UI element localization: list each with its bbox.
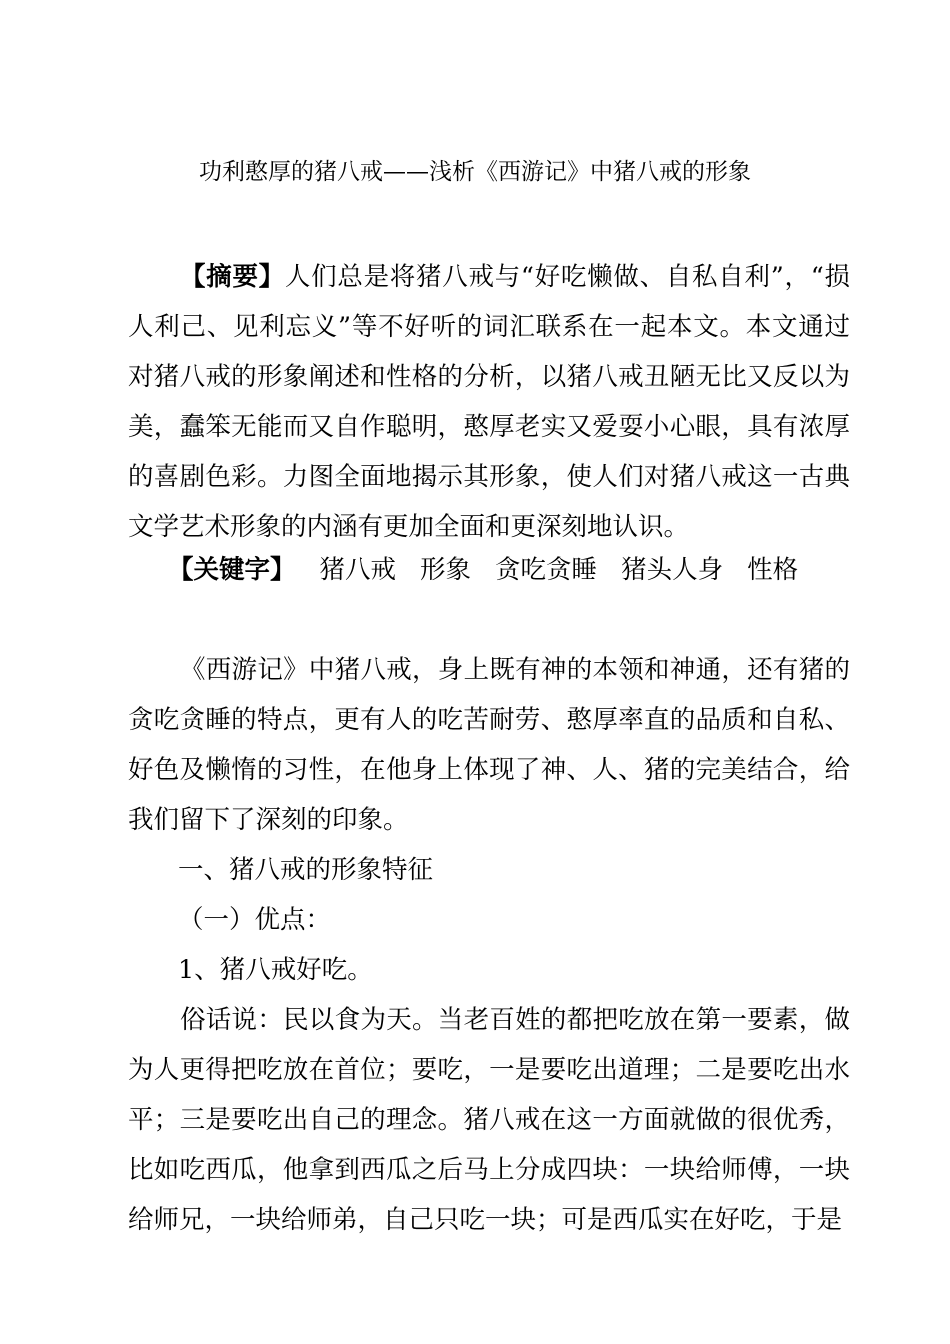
- keywords-label: 【关键字】: [168, 555, 296, 585]
- document-title: 功利憨厚的猪八戒——浅析《西游记》中猪八戒的形象: [199, 159, 751, 185]
- keyword-item: 猪头人身: [621, 555, 724, 585]
- abstract-text: 人们总是将猪八戒与“好吃懒做、自私自利”，“损人利己、见利忘义”等不好听的词汇联系在一起本文。本文通过对猪八戒的形象阐述和性格的分析，以猪八戒丑陋无比又反以为美，蠢笨无能而又自作聪明，憨厚老实又爱耍小心眼，具有浓厚的喜剧色彩。力图全面地揭示其形象，使人们对猪八戒这一古典文学艺术形象的内涵有更加全面和更深刻地认识。: [128, 262, 850, 542]
- keyword-item: 性格: [747, 555, 799, 585]
- keyword-item: 猪八戒: [319, 555, 397, 585]
- keyword-item: 形象: [420, 555, 472, 585]
- intro-paragraph: 《西游记》中猪八戒，身上既有神的本领和神通，还有猪的贪吃贪睡的特点，更有人的吃苦耐劳、憨厚率直的品质和自私、好色及懒惰的习性，在他身上体现了神、人、猪的完美结合，给我们留下了深刻的印象。: [128, 655, 850, 835]
- point-heading: 1、猪八戒好吃。: [178, 955, 373, 985]
- abstract-paragraph: [128, 252, 850, 552]
- abstract-label: 【摘要】: [180, 262, 285, 292]
- body-paragraph: 俗话说：民以食为天。当老百姓的都把吃放在第一要素，做为人更得把吃放在首位；要吃，一是要吃出道理；二是要吃出水平；三是要吃出自己的理念。猪八戒在这一方面就做的很优秀，比如吃西瓜，他拿到西瓜之后马上分成四块：一块给师傅，一块给师兄，一块给师弟，自己只吃一块；可是西瓜实在好吃，于是: [128, 1005, 850, 1235]
- keywords-line: [168, 545, 798, 595]
- keyword-item: 贪吃贪睡: [495, 555, 598, 585]
- subsection-heading: （一）优点：: [178, 905, 332, 935]
- section-heading: 一、猪八戒的形象特征: [178, 855, 434, 885]
